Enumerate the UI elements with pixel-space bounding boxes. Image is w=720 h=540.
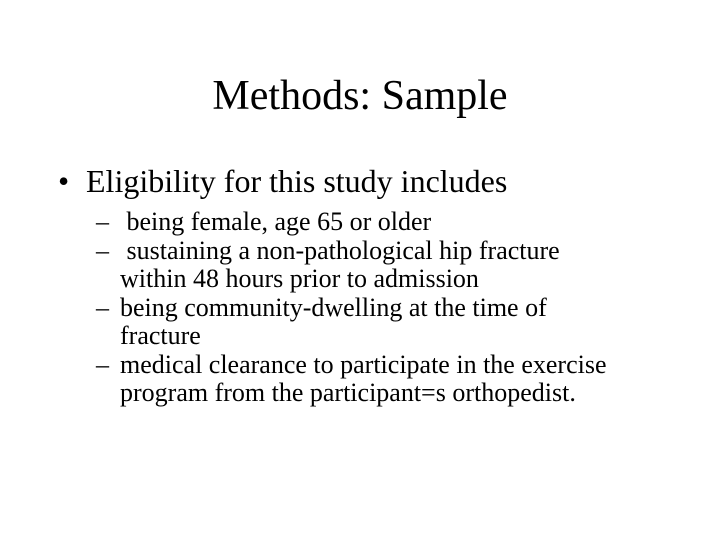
sub-item-text bbox=[120, 351, 607, 380]
bullet-text: Eligibility for this study includes bbox=[86, 163, 508, 199]
dash-marker: – bbox=[96, 349, 109, 379]
sub-item-continuation: program from the participant=s orthopedist. bbox=[120, 378, 576, 407]
sub-item-line: being community-dwelling at the time of bbox=[120, 292, 547, 322]
sub-item bbox=[96, 237, 696, 266]
sub-item-text bbox=[120, 208, 431, 237]
sub-item-continuation: fracture bbox=[120, 321, 201, 350]
dash-marker: – bbox=[96, 292, 109, 322]
sub-item-text bbox=[120, 294, 547, 323]
bullet-marker: • bbox=[58, 163, 70, 199]
sub-item-line: sustaining a non-pathological hip fracture bbox=[120, 235, 560, 265]
sub-item-text bbox=[120, 237, 560, 266]
sub-item bbox=[96, 208, 696, 237]
sub-item bbox=[96, 294, 696, 323]
slide-title: Methods: Sample bbox=[212, 73, 508, 119]
sub-item-line: being female, age 65 or older bbox=[120, 207, 432, 236]
sub-bullet-list bbox=[96, 208, 696, 408]
dash-marker: – bbox=[96, 207, 109, 236]
sub-item bbox=[96, 351, 696, 380]
sub-item-line: medical clearance to participate in the exercise bbox=[120, 349, 607, 379]
bullet-item bbox=[58, 161, 507, 201]
sub-item-continuation: within 48 hours prior to admission bbox=[120, 264, 479, 293]
dash-marker: – bbox=[96, 235, 109, 265]
